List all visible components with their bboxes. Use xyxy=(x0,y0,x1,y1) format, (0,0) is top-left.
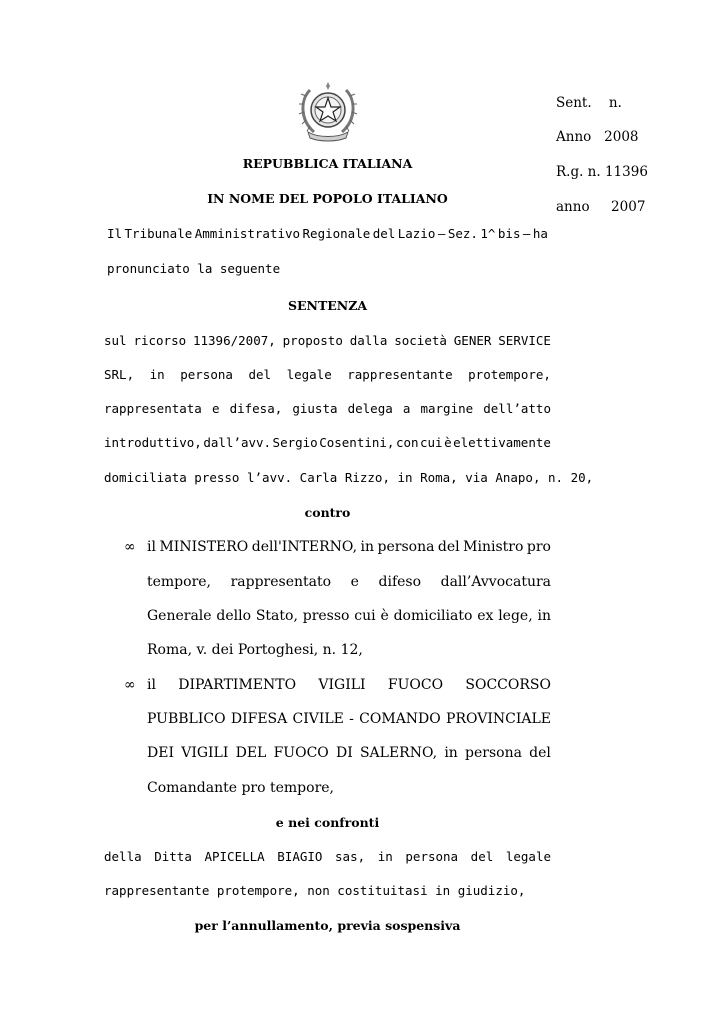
word: 1^ xyxy=(480,226,496,241)
word: DEL xyxy=(235,745,267,761)
word: COMANDO xyxy=(359,711,441,727)
infinity-bullet-icon: ∞ xyxy=(124,539,136,555)
word: proposto xyxy=(282,333,343,348)
word: il xyxy=(147,677,156,693)
word: CIVILE xyxy=(292,711,344,727)
anno-value: 2008 xyxy=(604,129,639,145)
word: Amministrativo xyxy=(194,226,301,241)
word: BIAGIO xyxy=(277,849,323,864)
sent-value: n. xyxy=(608,95,622,111)
word: DIPARTIMENTO xyxy=(178,677,297,693)
word: FUOCO xyxy=(387,677,444,693)
registro-generale xyxy=(556,164,648,180)
word: del xyxy=(529,745,551,761)
word: in xyxy=(537,608,551,624)
word: a xyxy=(402,401,411,416)
word: cui xyxy=(420,435,443,450)
word: persona xyxy=(180,367,233,382)
word: persona xyxy=(405,849,459,864)
word: in xyxy=(444,745,458,761)
word: Sez. xyxy=(447,226,478,241)
word: dall’avv. xyxy=(203,435,272,450)
word: persona xyxy=(377,539,435,555)
word: del xyxy=(248,367,272,382)
contro-line xyxy=(147,711,551,727)
word: è xyxy=(444,435,452,450)
rg-value: 11396 xyxy=(604,164,648,180)
word: cui xyxy=(354,608,376,624)
anno2-label: anno xyxy=(556,199,590,215)
word: SRL, xyxy=(104,367,135,382)
word: Lazio xyxy=(397,226,436,241)
word: SOCCORSO xyxy=(465,677,551,693)
word: Il xyxy=(107,226,123,241)
word: VIGILI xyxy=(318,677,366,693)
word: sul xyxy=(104,333,127,348)
anno-label: Anno xyxy=(556,129,592,145)
anno2-value: 2007 xyxy=(611,199,646,215)
sent-label: Sent. xyxy=(556,95,592,111)
heading-nome-popolo: IN NOME DEL POPOLO ITALIANO xyxy=(207,191,448,206)
word: VIGILI xyxy=(181,745,229,761)
intro-line-2: pronunciato la seguente xyxy=(107,261,281,276)
contro-last-line: Roma, v. dei Portoghesi, n. 12, xyxy=(147,642,363,658)
word: FUOCO xyxy=(273,745,329,761)
infinity-bullet-icon: ∞ xyxy=(124,677,136,693)
word: introduttivo, xyxy=(104,435,202,450)
word: legale xyxy=(286,367,332,382)
contro-line xyxy=(147,539,551,555)
title-annullamento: per l’annullamento, previa sospensiva xyxy=(194,918,461,933)
ricorso-line xyxy=(104,333,551,349)
word: Stato, xyxy=(255,608,298,624)
word: del xyxy=(437,539,460,555)
word: protempore, xyxy=(468,367,551,382)
word: ha xyxy=(532,226,548,241)
word: società xyxy=(394,333,447,348)
word: rappresentato xyxy=(230,574,332,590)
word: dell’atto xyxy=(483,401,551,416)
ricorso-line xyxy=(104,367,551,383)
word: Tribunale xyxy=(124,226,193,241)
word: è xyxy=(380,608,389,624)
word: Ditta xyxy=(154,849,192,864)
word: – xyxy=(522,226,531,241)
title-contro: contro xyxy=(304,505,351,520)
word: DI xyxy=(335,745,353,761)
heading-repubblica: REPUBBLICA ITALIANA xyxy=(242,156,413,171)
word: in xyxy=(377,849,393,864)
word: GENER xyxy=(453,333,492,348)
ricorso-line xyxy=(104,401,551,417)
italian-republic-emblem-icon xyxy=(296,76,360,142)
word: e xyxy=(211,401,220,416)
word: pro xyxy=(526,539,551,555)
word: SERVICE xyxy=(498,333,551,348)
word: persona xyxy=(465,745,522,761)
word: del xyxy=(470,849,494,864)
word: del xyxy=(372,226,396,241)
word: dell'INTERNO, xyxy=(251,539,358,555)
word: - xyxy=(349,711,354,727)
word: e xyxy=(350,574,359,590)
ricorso-last-line: domiciliata presso l’avv. Carla Rizzo, in Roma, via Anapo, n. 20, xyxy=(104,470,594,485)
word: Cosentini, xyxy=(319,435,395,450)
word: giusta xyxy=(292,401,338,416)
word: margine xyxy=(420,401,474,416)
contro-last-line: Comandante pro tempore, xyxy=(147,780,335,796)
word: 11396/2007, xyxy=(192,333,276,348)
word: bis xyxy=(497,226,521,241)
contro-line xyxy=(147,677,551,693)
contro-line xyxy=(147,745,551,761)
sent-number xyxy=(556,95,622,111)
anno-ricorso xyxy=(556,199,645,215)
ricorso-line xyxy=(104,435,551,451)
word: ex xyxy=(477,608,494,624)
word: presso xyxy=(302,608,350,624)
word: il xyxy=(147,539,156,555)
confronti-line-2: rappresentante protempore, non costituitasi in giudizio, xyxy=(104,883,526,898)
anno-sentence xyxy=(556,129,639,145)
word: SALERNO, xyxy=(359,745,438,761)
word: rappresentata xyxy=(104,401,202,416)
word: dalla xyxy=(349,333,388,348)
word: MINISTERO xyxy=(159,539,249,555)
word: sas, xyxy=(335,849,366,864)
word: difeso xyxy=(378,574,422,590)
word: difesa, xyxy=(229,401,283,416)
word: PROVINCIALE xyxy=(446,711,551,727)
word: DEI xyxy=(147,745,174,761)
word: in xyxy=(149,367,165,382)
word: in xyxy=(360,539,375,555)
word: delega xyxy=(347,401,393,416)
word: Ministro xyxy=(463,539,524,555)
word: ricorso xyxy=(133,333,187,348)
contro-line xyxy=(147,574,551,590)
contro-line xyxy=(147,608,551,624)
rg-label: R.g. n. xyxy=(556,164,601,180)
word: APICELLA xyxy=(204,849,265,864)
word: legale xyxy=(505,849,551,864)
word: dello xyxy=(216,608,252,624)
intro-line-1 xyxy=(107,226,548,242)
word: DIFESA xyxy=(230,711,288,727)
word: elettivamente xyxy=(453,435,551,450)
word: tempore, xyxy=(147,574,212,590)
word: dall’Avvocatura xyxy=(440,574,551,590)
word: Generale xyxy=(147,608,212,624)
word: Regionale xyxy=(302,226,371,241)
word: della xyxy=(104,849,142,864)
title-sentenza: SENTENZA xyxy=(287,298,368,313)
word: PUBBLICO xyxy=(147,711,226,727)
title-confronti: e nei confronti xyxy=(275,815,380,830)
word: lege, xyxy=(498,608,533,624)
word: rappresentante xyxy=(347,367,453,382)
confronti-line-1 xyxy=(104,849,551,865)
word: – xyxy=(437,226,446,241)
word: domiciliato xyxy=(393,608,473,624)
word: Sergio xyxy=(272,435,318,450)
word: con xyxy=(395,435,419,450)
